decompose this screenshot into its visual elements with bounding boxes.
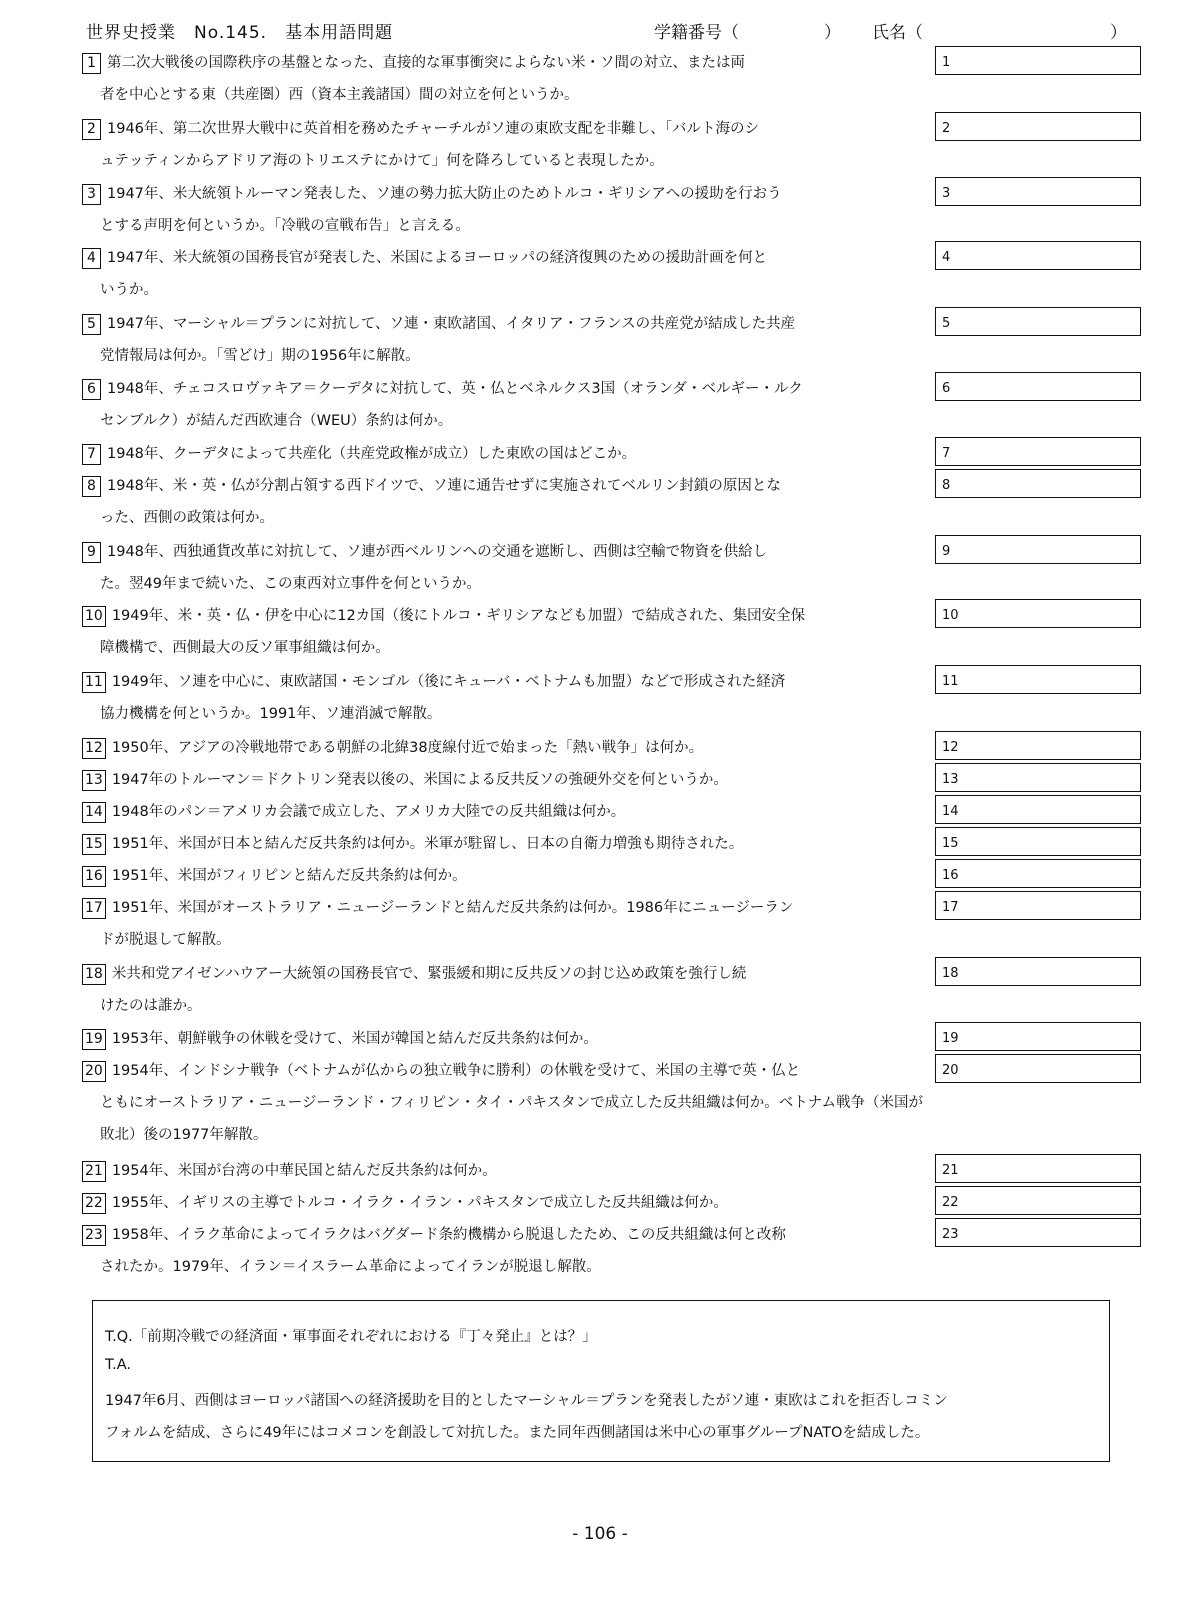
question-text-line-2: った、西側の政策は何か。 bbox=[100, 510, 274, 526]
answer-box[interactable] bbox=[935, 763, 1141, 792]
question-text-line-1 bbox=[82, 313, 928, 335]
question-number-box: 12 bbox=[82, 738, 106, 759]
question-text-line-1 bbox=[82, 865, 928, 887]
question-number-box: 20 bbox=[82, 1061, 106, 1082]
answer-box-number: 7 bbox=[942, 446, 951, 461]
question-text-line-2: 協力機構を何というか。1991年、ソ連消滅で解散。 bbox=[100, 706, 442, 722]
question-text-line-2: ュテッティンからアドリア海のトリエステにかけて」何を降ろしていると表現したか。 bbox=[100, 153, 664, 169]
answer-box[interactable] bbox=[935, 437, 1141, 466]
answer-box[interactable] bbox=[935, 372, 1141, 401]
question-text-line-1 bbox=[82, 52, 928, 74]
question-text-line-1 bbox=[82, 475, 928, 497]
answer-box-number: 3 bbox=[942, 186, 951, 201]
question-number-box: 2 bbox=[82, 119, 101, 140]
answer-box[interactable] bbox=[935, 1218, 1141, 1247]
question-text-line-1 bbox=[82, 247, 928, 269]
teacher-answer-line-1: 1947年6月、西側はヨーロッパ諸国への経済援助を目的としたマーシャル＝プランを発表したがソ連・東欧はこれを拒否しコミン bbox=[105, 1393, 948, 1409]
question-text-line-1 bbox=[82, 1224, 928, 1246]
question-number-box: 9 bbox=[82, 542, 101, 563]
teacher-question-box bbox=[92, 1300, 1110, 1462]
question-number-box: 11 bbox=[82, 672, 106, 693]
question-number-box: 14 bbox=[82, 802, 106, 823]
question-text: 1950年、アジアの冷戦地帯である朝鮮の北緯38度線付近で始まった「熱い戦争」は何か。 bbox=[111, 740, 704, 756]
question-text-line-1 bbox=[82, 1192, 928, 1214]
answer-box[interactable] bbox=[935, 731, 1141, 760]
answer-box-number: 2 bbox=[942, 121, 951, 136]
answer-box[interactable] bbox=[935, 1186, 1141, 1215]
question-text-line-2: 障機構で、西側最大の反ソ軍事組織は何か。 bbox=[100, 640, 390, 656]
answer-box[interactable] bbox=[935, 891, 1141, 920]
answer-box-number: 19 bbox=[942, 1031, 959, 1046]
question-text-line-1 bbox=[82, 541, 928, 563]
answer-box[interactable] bbox=[935, 599, 1141, 628]
name-field[interactable]: 氏名（ ） bbox=[872, 23, 1127, 43]
question-text-line-1 bbox=[82, 801, 928, 823]
question-text: 1947年、米大統領の国務長官が発表した、米国によるヨーロッパの経済復興のための援助計画を何と bbox=[107, 250, 768, 266]
answer-box-number: 23 bbox=[942, 1227, 959, 1242]
question-number-box: 15 bbox=[82, 834, 106, 855]
question-text: 1948年、米・英・仏が分割占領する西ドイツで、ソ連に通告せずに実施されてベルリン封鎖の原因とな bbox=[107, 478, 781, 494]
question-text: 1948年のパン＝アメリカ会議で成立した、アメリカ大陸での反共組織は何か。 bbox=[111, 804, 626, 820]
answer-box[interactable] bbox=[935, 307, 1141, 336]
answer-box[interactable] bbox=[935, 1022, 1141, 1051]
question-number-box: 13 bbox=[82, 770, 106, 791]
question-text: 1948年、西独通貨改革に対抗して、ソ連が西ベルリンへの交通を遮断し、西側は空輸で物資を供給し bbox=[107, 544, 768, 560]
question-text-line-2: けたのは誰か。 bbox=[100, 998, 202, 1014]
question-number-box: 16 bbox=[82, 866, 106, 887]
answer-box-number: 16 bbox=[942, 868, 959, 883]
answer-box[interactable] bbox=[935, 957, 1141, 986]
question-text: 1954年、インドシナ戦争（ベトナムが仏からの独立戦争に勝利）の休戦を受けて、米国の主導で英・仏と bbox=[111, 1063, 801, 1079]
question-number-box: 18 bbox=[82, 964, 106, 985]
answer-box[interactable] bbox=[935, 177, 1141, 206]
answer-box[interactable] bbox=[935, 859, 1141, 888]
question-text: 1946年、第二次世界大戦中に英首相を務めたチャーチルがソ連の東欧支配を非難し、「バルト海のシ bbox=[107, 121, 759, 137]
answer-box-number: 14 bbox=[942, 804, 959, 819]
answer-box-number: 22 bbox=[942, 1195, 959, 1210]
question-text-line-1 bbox=[82, 671, 928, 693]
question-number-box: 8 bbox=[82, 476, 101, 497]
question-text: 1947年、マーシャル＝プランに対抗して、ソ連・東欧諸国、イタリア・フランスの共産党が結成した共産 bbox=[107, 316, 796, 332]
question-text: 1948年、チェコスロヴァキア＝クーデタに対抗して、英・仏とベネルクス3国（オランダ・ベルギー・ルク bbox=[107, 381, 803, 397]
question-text-line-3: 敗北）後の1977年解散。 bbox=[100, 1127, 268, 1143]
question-number-box: 22 bbox=[82, 1193, 106, 1214]
question-text-line-1 bbox=[82, 378, 928, 400]
question-text-line-1 bbox=[82, 963, 928, 985]
question-text-line-1 bbox=[82, 1028, 928, 1050]
question-text-line-2: ともにオーストラリア・ニュージーランド・フィリピン・タイ・パキスタンで成立した反共組織は何か。ベトナム戦争（米国が bbox=[100, 1095, 924, 1111]
answer-box-number: 6 bbox=[942, 381, 951, 396]
answer-box-number: 10 bbox=[942, 608, 959, 623]
answer-box[interactable] bbox=[935, 469, 1141, 498]
answer-box-number: 11 bbox=[942, 674, 959, 689]
answer-box-number: 18 bbox=[942, 966, 959, 981]
question-number-box: 1 bbox=[82, 53, 101, 74]
question-number-box: 3 bbox=[82, 184, 101, 205]
question-text: 1951年、米国がフィリピンと結んだ反共条約は何か。 bbox=[111, 868, 467, 884]
question-text-line-1 bbox=[82, 183, 928, 205]
question-text-line-2: されたか。1979年、イラン＝イスラーム革命によってイランが脱退し解散。 bbox=[100, 1259, 601, 1275]
question-text: 1949年、ソ連を中心に、東欧諸国・モンゴル（後にキューバ・ベトナムも加盟）などで形成された経済 bbox=[111, 674, 786, 690]
answer-box-number: 5 bbox=[942, 316, 951, 331]
question-text-line-1 bbox=[82, 1160, 928, 1182]
answer-box[interactable] bbox=[935, 535, 1141, 564]
question-text: 1958年、イラク革命によってイラクはバグダード条約機構から脱退したため、この反共組織は何と改称 bbox=[111, 1227, 786, 1243]
question-text-line-1 bbox=[82, 897, 928, 919]
question-number-box: 19 bbox=[82, 1029, 106, 1050]
answer-box[interactable] bbox=[935, 1054, 1141, 1083]
teacher-question: T.Q.「前期冷戦での経済面・軍事面それぞれにおける『丁々発止』とは？」 bbox=[105, 1329, 597, 1345]
question-text: 米共和党アイゼンハウアー大統領の国務長官で、緊張緩和期に反共反ソの封じ込め政策を強行し続 bbox=[111, 966, 747, 982]
question-text-line-1 bbox=[82, 737, 928, 759]
answer-box[interactable] bbox=[935, 827, 1141, 856]
question-number-box: 4 bbox=[82, 248, 101, 269]
question-text-line-2: いうか。 bbox=[100, 282, 158, 298]
answer-box-number: 12 bbox=[942, 740, 959, 755]
question-number-box: 7 bbox=[82, 444, 101, 465]
question-text-line-1 bbox=[82, 605, 928, 627]
question-number-box: 6 bbox=[82, 379, 101, 400]
question-text-line-1 bbox=[82, 833, 928, 855]
answer-box-number: 1 bbox=[942, 55, 951, 70]
answer-box-number: 13 bbox=[942, 772, 959, 787]
answer-box[interactable] bbox=[935, 795, 1141, 824]
question-text-line-2: とする声明を何というか。「冷戦の宣戦布告」と言える。 bbox=[100, 218, 470, 234]
question-text-line-2: た。翌49年まで続いた、この東西対立事件を何というか。 bbox=[100, 576, 481, 592]
question-number-box: 5 bbox=[82, 314, 101, 335]
question-number-box: 10 bbox=[82, 606, 106, 627]
answer-box[interactable] bbox=[935, 665, 1141, 694]
question-text: 1947年、米大統領トルーマン発表した、ソ連の勢力拡大防止のためトルコ・ギリシアへの援助を行おう bbox=[107, 186, 782, 202]
question-text-line-2: ドが脱退して解散。 bbox=[100, 932, 231, 948]
answer-box-number: 9 bbox=[942, 544, 951, 559]
question-text: 第二次大戦後の国際秩序の基盤となった、直接的な軍事衝突によらない米・ソ間の対立、または両 bbox=[107, 55, 745, 71]
question-text-line-1 bbox=[82, 1060, 928, 1082]
question-text: 1955年、イギリスの主導でトルコ・イラク・イラン・パキスタンで成立した反共組織は何か。 bbox=[111, 1195, 728, 1211]
question-number-box: 23 bbox=[82, 1225, 106, 1246]
question-text-line-1 bbox=[82, 769, 928, 791]
question-text: 1951年、米国がオーストラリア・ニュージーランドと結んだ反共条約は何か。1986年にニュージーラン bbox=[111, 900, 794, 916]
answer-box-number: 15 bbox=[942, 836, 959, 851]
question-text-line-2: 者を中心とする東（共産圏）西（資本主義諸国）間の対立を何というか。 bbox=[100, 87, 579, 103]
answer-box-number: 4 bbox=[942, 250, 951, 265]
answer-box[interactable] bbox=[935, 241, 1141, 270]
question-text-line-1 bbox=[82, 443, 928, 465]
teacher-answer-line-2: フォルムを結成、さらに49年にはコメコンを創設して対抗した。また同年西側諸国は米中心の軍事グループNATOを結成した。 bbox=[105, 1425, 930, 1441]
question-text: 1954年、米国が台湾の中華民国と結んだ反共条約は何か。 bbox=[111, 1163, 497, 1179]
question-text: 1951年、米国が日本と結んだ反共条約は何か。米軍が駐留し、日本の自衛力増強も期待された。 bbox=[111, 836, 744, 852]
page-number: - 106 - bbox=[572, 1524, 628, 1544]
answer-box[interactable] bbox=[935, 1154, 1141, 1183]
question-text-line-2: センブルク）が結んだ西欧連合（WEU）条約は何か。 bbox=[100, 413, 453, 429]
answer-box[interactable] bbox=[935, 112, 1141, 141]
teacher-answer-label: T.A. bbox=[105, 1357, 132, 1373]
question-number-box: 17 bbox=[82, 898, 106, 919]
question-text-line-1 bbox=[82, 118, 928, 140]
worksheet-header bbox=[86, 18, 1146, 44]
question-text: 1949年、米・英・仏・伊を中心に12カ国（後にトルコ・ギリシアなども加盟）で結成された、集団安全保 bbox=[111, 608, 806, 624]
answer-box[interactable] bbox=[935, 46, 1141, 75]
question-text: 1947年のトルーマン＝ドクトリン発表以後の、米国による反共反ソの強硬外交を何というか。 bbox=[111, 772, 728, 788]
question-text: 1948年、クーデタによって共産化（共産党政権が成立）した東欧の国はどこか。 bbox=[107, 446, 637, 462]
question-text-line-2: 党情報局は何か。「雪どけ」期の1956年に解散。 bbox=[100, 348, 420, 364]
student-id-field[interactable]: 学籍番号（ ） bbox=[654, 23, 841, 43]
answer-box-number: 17 bbox=[942, 900, 959, 915]
course-title: 世界史授業 No.145. 基本用語問題 bbox=[86, 23, 394, 43]
question-text: 1953年、朝鮮戦争の休戦を受けて、米国が韓国と結んだ反共条約は何か。 bbox=[111, 1031, 598, 1047]
answer-box-number: 8 bbox=[942, 478, 951, 493]
answer-box-number: 21 bbox=[942, 1163, 959, 1178]
answer-box-number: 20 bbox=[942, 1063, 959, 1078]
question-number-box: 21 bbox=[82, 1161, 106, 1182]
